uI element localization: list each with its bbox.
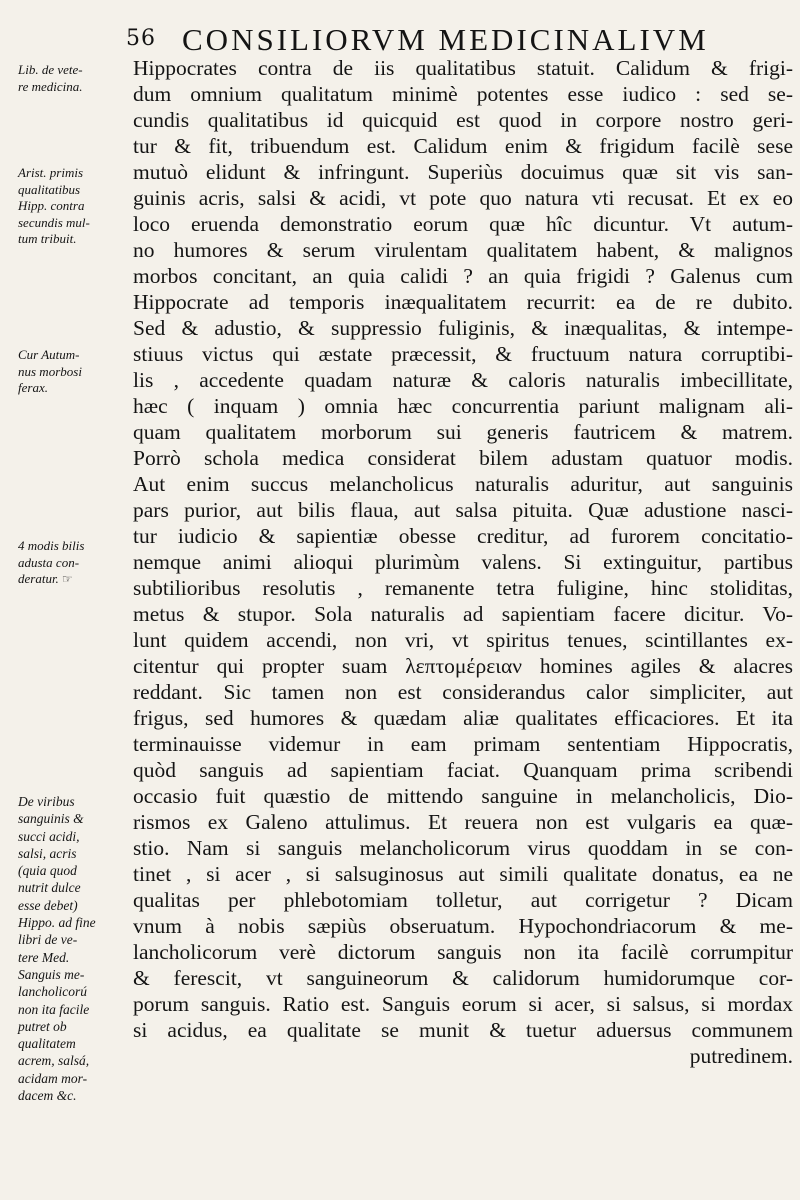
- marginal-note-line: non ita facile: [18, 1001, 90, 1017]
- marginal-note-line: lancholicorú: [18, 984, 87, 1000]
- text-line: vnum à nobis sæpiùs obseruatum. Hypochondriacorum & me-: [133, 914, 793, 938]
- marginal-note: [18, 793, 130, 1104]
- marginal-note-line: Cur Autum-: [18, 347, 80, 362]
- text-line: pars purior, aut bilis flaua, aut salsa pituita. Quæ adustione nasci-: [133, 498, 793, 522]
- marginal-note: [18, 347, 130, 397]
- marginal-note-line: tere Med.: [18, 949, 70, 965]
- text-line: & ferescit, vt sanguineorum & calidorum humidorumque cor-: [133, 966, 793, 990]
- marginal-note-line: esse debet): [18, 897, 78, 913]
- hand-ornament-icon: ☞: [61, 572, 73, 586]
- marginal-note-line: acidam mor-: [18, 1070, 88, 1086]
- text-line: metus & stupor. Sola naturalis ad sapientiam facere dicitur. Vo-: [133, 602, 793, 626]
- text-line: no humores & serum virulentam qualitatem habent, & malignos: [133, 238, 793, 262]
- marginal-note-line: sanguinis &: [18, 811, 84, 827]
- text-line: lunt quidem accendi, non vri, vt spiritus tenues, scintillantes ex-: [133, 628, 793, 652]
- page-number: 56: [126, 26, 156, 51]
- marginal-note-line: Hipp. contra: [18, 198, 85, 213]
- marginal-note-line: 4 modis bilis: [18, 538, 85, 553]
- text-line: subtilioribus resolutis , remanente tetra fuligine, hinc stoliditas,: [133, 576, 793, 600]
- marginal-note-line: acrem, salsá,: [18, 1053, 90, 1069]
- marginal-note: [18, 538, 130, 588]
- marginal-note-line: adusta con-: [18, 554, 80, 570]
- marginal-note-line: De viribus: [18, 794, 75, 809]
- marginal-note-line: Arist. primis: [18, 165, 84, 180]
- text-line: Hippocrate ad temporis inæqualitatem recurrit: ea de re dubito.: [133, 290, 793, 314]
- marginal-note-line: re medicina.: [18, 78, 83, 94]
- marginal-note-line: putret ob: [18, 1018, 67, 1034]
- text-line: hæc ( inquam ) omnia hæc concurrentia pariunt malignam ali-: [133, 394, 793, 418]
- marginal-note-line: qualitatem: [18, 1036, 76, 1052]
- marginal-note-line: Hippo. ad fine: [18, 915, 96, 931]
- text-line: loco eruenda demonstratio eorum quæ hîc dicuntur. Vt autum-: [133, 212, 793, 236]
- text-line: si acidus, ea qualitate se munit & tuetur aduersus communem: [133, 1018, 793, 1042]
- marginal-note-line: nutrit dulce: [18, 880, 81, 896]
- text-line: stiuus victus qui æstate præcessit, & fructuum natura corruptibi-: [133, 342, 793, 366]
- text-line: reddant. Sic tamen non est considerandus calor simpliciter, aut: [133, 680, 793, 704]
- text-line: rismos ex Galeno attulimus. Et reuera non est vulgaris ea quæ-: [133, 810, 793, 834]
- marginal-note-line: deratur.: [18, 571, 59, 586]
- text-line: porum sanguis. Ratio est. Sanguis eorum si acer, si salsus, si mordax: [133, 992, 793, 1016]
- text-line: tinet , si acer , si salsuginosus aut simili qualitate donatus, ea ne: [133, 862, 793, 886]
- text-line: Porrò schola medica considerat bilem adustam quatuor modis.: [133, 446, 793, 470]
- marginal-note-line: Sanguis me-: [18, 966, 85, 982]
- text-line: quòd sanguis ad sapientiam faciat. Quanquam prima scribendi: [133, 758, 793, 782]
- text-line: lis , accedente quadam naturæ & caloris naturalis imbecillitate,: [133, 368, 793, 392]
- text-line: citentur qui propter suam λεπτομέρειαν homines agiles & alacres: [133, 654, 793, 678]
- text-line: dum omnium qualitatum minimè potentes esse iudico : sed se-: [133, 82, 793, 106]
- marginal-note-line: libri de ve-: [18, 932, 78, 948]
- text-line: stio. Nam si sanguis melancholicorum virus quoddam in se con-: [133, 836, 793, 860]
- text-line: putredinem.: [689, 1044, 793, 1068]
- text-line: tur iudicio & sapientiæ obesse creditur, ad furorem concitatio-: [133, 524, 793, 548]
- text-line: nemque animi alioqui plurimùm valens. Si extinguitur, partibus: [133, 550, 793, 574]
- marginal-notes: [0, 0, 130, 1200]
- text-line: Hippocrates contra de iis qualitatibus statuit. Calidum & frigi-: [133, 56, 793, 80]
- marginal-note-line: ferax.: [18, 380, 48, 395]
- marginal-note-line: nus morbosi: [18, 363, 82, 379]
- text-line: cundis qualitatibus id quicquid est quod in corpore nostro geri-: [133, 108, 793, 132]
- text-line: morbos concitant, an quia calidi ? an quia frigidi ? Galenus cum: [133, 264, 793, 288]
- marginal-note-line: tum tribuit.: [18, 231, 77, 246]
- marginal-note-line: dacem &c.: [18, 1088, 77, 1104]
- text-line: Aut enim succus melancholicus naturalis aduritur, aut sanguinis: [133, 472, 793, 496]
- text-line: frigus, sed humores & quædam aliæ qualitates efficaciores. Et ita: [133, 706, 793, 730]
- marginal-note-line: qualitatibus: [18, 181, 81, 197]
- text-line: quam qualitatem morborum sui generis fautricem & matrem.: [133, 420, 793, 444]
- marginal-note-line: secundis mul-: [18, 214, 90, 230]
- text-line: qualitas per phlebotomiam tolletur, aut corrigetur ? Dicam: [133, 888, 793, 912]
- text-line: Sed & adustio, & suppressio fuliginis, & inæqualitas, & intempe-: [133, 316, 793, 340]
- text-line: lancholicorum verè dictorum sanguis non ita facilè corrumpitur: [133, 940, 793, 964]
- marginal-note-line: (quia quod: [18, 863, 77, 879]
- marginal-note-line: succi acidi,: [18, 828, 80, 844]
- marginal-note: [18, 165, 130, 248]
- marginal-note-line: salsi, acris: [18, 845, 77, 861]
- text-line: tur & fit, tribuendum est. Calidum enim & frigidum facilè sese: [133, 134, 793, 158]
- text-line: terminauisse videmur in eam primam sententiam Hippocratis,: [133, 732, 793, 756]
- text-line: guinis acris, salsi & acidi, vt pote quo natura vti recusat. Et ex eo: [133, 186, 793, 210]
- page-header: [120, 22, 800, 56]
- running-title: CONSILIORVM MEDICINALIVM: [182, 22, 709, 57]
- text-line: mutuò elidunt & infringunt. Superiùs docuimus quæ sit vis san-: [133, 160, 793, 184]
- text-line: occasio fuit quæstio de mittendo sanguine in melancholicis, Dio-: [133, 784, 793, 808]
- body-text: [133, 55, 793, 1069]
- marginal-note-line: Lib. de vete-: [18, 62, 83, 77]
- marginal-note: [18, 62, 130, 95]
